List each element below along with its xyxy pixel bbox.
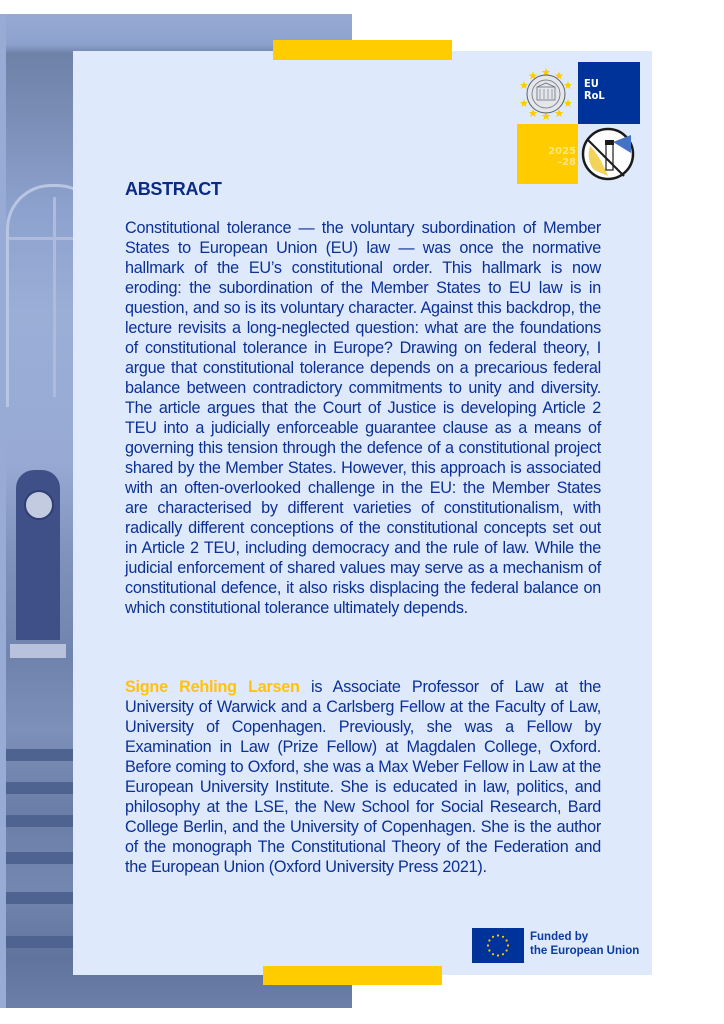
window-mullion: [53, 197, 56, 397]
eu-rol-logo: [578, 62, 640, 124]
lighthouse-logo: [580, 126, 636, 182]
funded-by-eu-label: Funded by the European Union: [530, 931, 640, 957]
yellow-accent-bar-top: [273, 40, 452, 60]
clock-base: [10, 644, 66, 658]
clock-face: [24, 490, 54, 520]
speaker-name: Signe Rehling Larsen: [125, 678, 300, 696]
eu-funding-badge: [472, 928, 652, 964]
years-label: 2025 –28: [548, 146, 576, 168]
speaker-bio-text: is Associate Professor of Law at the University of Warwick and a Carlsberg Fellow at the Faculty of Law, University of Copenhagen. Previously, she was a Fellow by Examination in Law (Prize Fellow) at Magdalen College, Oxford. Before coming to Oxford, she was a Max Weber Fellow in Law at the European University Institute. She is educated in law, politics, and philosophy at the LSE, the New School for Social Research, Bard College Berlin, and the University of Copenhagen. She is the author of the monograph The Constitutional Theory of the Federation and the European Union (Oxford University Press 2021).: [125, 678, 601, 876]
abstract-heading: ABSTRACT: [125, 179, 222, 199]
university-seal-logo: [520, 68, 572, 120]
eu-rol-label: EU RoL: [584, 77, 605, 102]
years-badge: [517, 124, 578, 184]
abstract-text: Constitutional tolerance — the voluntary subordination of Member States to European Union (EU) law — was once the normative hallmark of the EU’s constitutional order. This hallmark is now eroding: the subordination of the Member States to EU law is in question, and so is its voluntary character. Against this backdrop, the lecture revisits a long-neglected question: what are the foundations of constitutional tolerance in Europe? Drawing on federal theory, I argue that constitutional tolerance depends on a precarious federal balance between contradictory commitments to unity and diversity. The article argues that the Court of Justice is developing Article 2 TEU into a judicially enforceable guarantee clause as a means of governing this tension through the defence of a constitutional project shared by the Member States. However, this approach is associated with an often-overlooked challenge in the EU: the Member States are characterised by different varieties of constitutionalism, with radically different conceptions of the constitutional concepts set out in Article 2 TEU, including democracy and the rule of law. While the judicial enforcement of shared values may serve as a mechanism of constitutional defence, it also risks displacing the federal balance on which constitutional tolerance ultimately depends.: [125, 219, 601, 617]
logo-cluster: [514, 60, 642, 186]
speaker-bio: [125, 677, 601, 877]
yellow-accent-bar-bottom: [263, 966, 442, 985]
eu-flag-icon: [472, 928, 524, 963]
